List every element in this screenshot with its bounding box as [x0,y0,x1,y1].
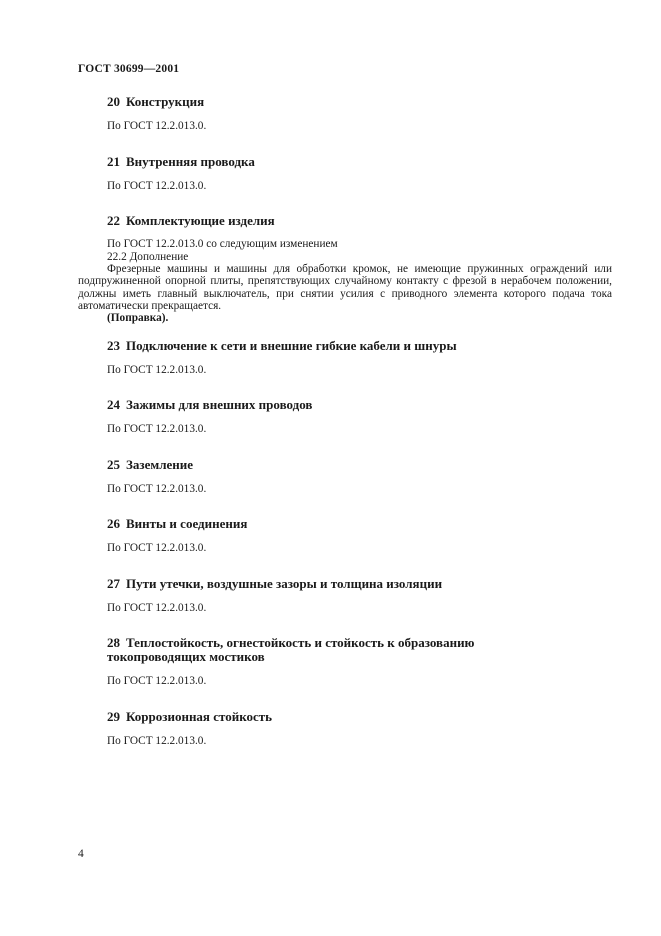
section-27 [78,577,612,615]
addition-paragraph: Фрезерные машины и машины для обработки кромок, не имеющие пружинных ограждений или подпружиненной опорной плиты, препятствующих случайному контакту с фрезой в нерабочем положении, должны иметь главный выключатель, при снятии усилия с приводного элемента которого подача тока автоматически прекращается. [78,263,612,312]
correction-note: (Поправка). [107,312,169,325]
section-heading [78,636,612,650]
section-23 [78,339,612,377]
section-number: 28 [107,635,120,651]
section-24 [78,398,612,436]
section-number: 21 [107,153,120,169]
section-title: Заземление [126,456,194,472]
section-title: Комплектующие изделия [126,213,275,228]
page-number: 4 [78,848,84,860]
section-number: 23 [107,337,120,353]
section-heading [78,339,612,353]
section-number: 20 [107,94,120,109]
section-heading [78,214,612,228]
section-body: По ГОСТ 12.2.013.0. [107,423,207,436]
section-body: По ГОСТ 12.2.013.0. [107,120,207,132]
section-20 [78,95,612,133]
section-heading [78,398,612,412]
section-heading [78,517,612,531]
section-body: По ГОСТ 12.2.013.0. [107,734,207,747]
section-title: Зажимы для внешних проводов [126,397,313,413]
section-heading-continuation: токопроводящих мостиков [107,649,265,665]
section-number: 26 [107,516,120,532]
section-25 [78,458,612,496]
section-21 [78,155,612,193]
section-28 [78,636,612,688]
section-number: 22 [107,213,120,228]
section-26 [78,517,612,555]
section-title: Подключение к сети и внешние гибкие кабели и шнуры [126,337,457,353]
section-title: Теплостойкость, огнестойкость и стойкость к образованию [126,635,475,651]
section-body: По ГОСТ 12.2.013.0. [107,675,207,688]
section-title: Внутренняя проводка [126,153,255,169]
section-body: По ГОСТ 12.2.013.0. [107,482,207,495]
document-content [78,95,612,747]
section-22 [78,214,612,325]
section-29 [78,710,612,748]
section-title: Пути утечки, воздушные зазоры и толщина изоляции [126,575,443,591]
section-title: Винты и соединения [126,516,248,532]
section-heading [78,577,612,591]
section-body: По ГОСТ 12.2.013.0. [107,601,207,614]
section-heading [78,710,612,724]
section-title: Конструкция [126,94,205,109]
section-heading [78,95,612,109]
section-body: По ГОСТ 12.2.013.0. [107,363,207,376]
section-heading [78,155,612,169]
document-header: ГОСТ 30699—2001 [78,63,180,75]
section-body: По ГОСТ 12.2.013.0. [107,179,207,192]
section-title: Коррозионная стойкость [126,708,273,724]
addition-label: 22.2 Дополнение [107,250,189,263]
section-heading [78,458,612,472]
section-number: 25 [107,456,120,472]
section-number: 24 [107,397,120,413]
section-body: По ГОСТ 12.2.013.0. [107,542,207,555]
section-body: По ГОСТ 12.2.013.0 со следующим изменением [107,238,338,250]
section-number: 27 [107,575,120,591]
section-number: 29 [107,708,120,724]
